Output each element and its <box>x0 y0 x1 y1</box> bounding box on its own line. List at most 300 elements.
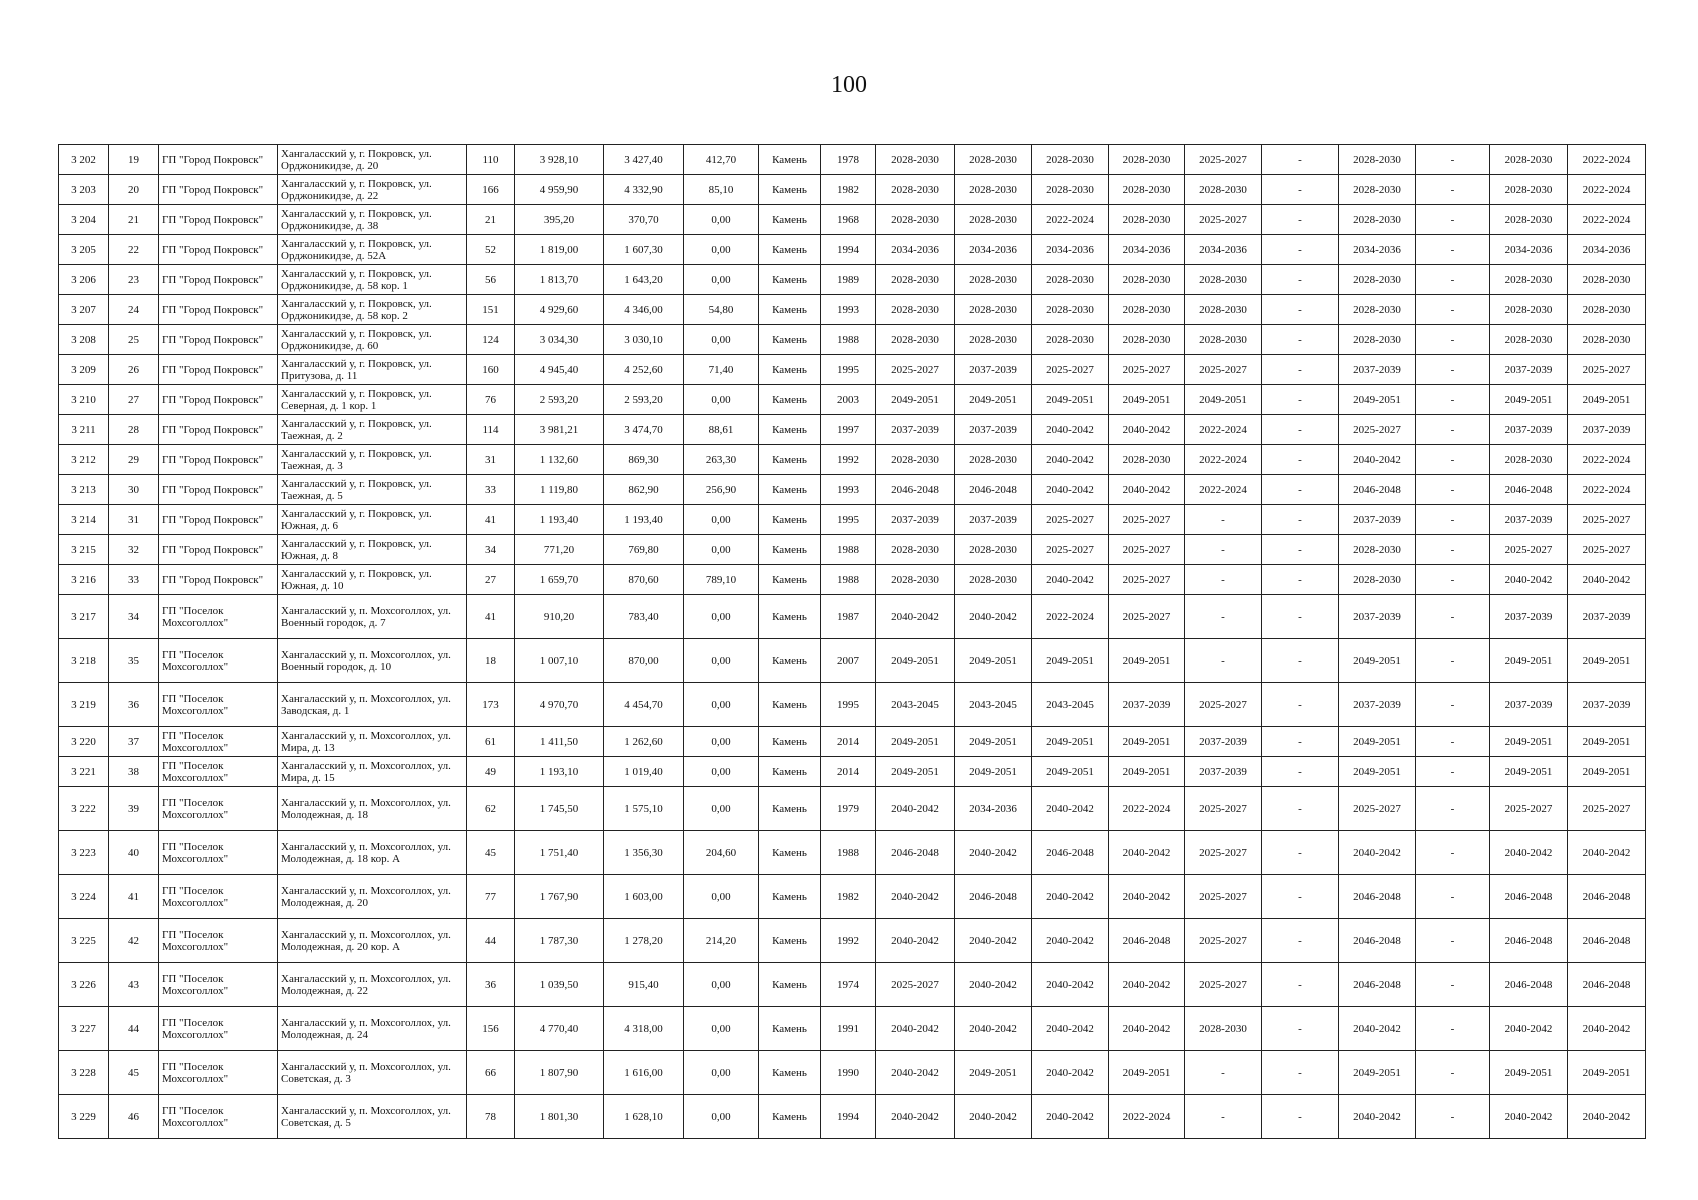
row-number-cell: 3 205 <box>59 235 109 265</box>
repair-period-cell-9: 2049-2051 <box>1490 1051 1568 1095</box>
repair-period-cell-10: 2037-2039 <box>1568 595 1646 639</box>
nonliving-area-cell: 0,00 <box>684 235 759 265</box>
nonliving-area-cell: 263,30 <box>684 445 759 475</box>
table-row <box>59 919 1646 963</box>
table-row <box>59 565 1646 595</box>
repair-period-cell-4: 2025-2027 <box>1109 535 1185 565</box>
repair-period-cell-3: 2040-2042 <box>1032 787 1109 831</box>
table-row <box>59 445 1646 475</box>
living-area-cell: 3 474,70 <box>604 415 684 445</box>
repair-period-cell-6: - <box>1262 683 1339 727</box>
repair-period-cell-2: 2037-2039 <box>955 355 1032 385</box>
table-row <box>59 145 1646 175</box>
living-area-cell: 3 427,40 <box>604 145 684 175</box>
living-area-cell: 2 593,20 <box>604 385 684 415</box>
row-number-cell: 3 212 <box>59 445 109 475</box>
repair-period-cell-8: - <box>1416 535 1490 565</box>
apartments-cell: 62 <box>467 787 515 831</box>
repair-period-cell-9: 2040-2042 <box>1490 565 1568 595</box>
repair-period-cell-9: 2040-2042 <box>1490 1007 1568 1051</box>
repair-period-cell-4: 2046-2048 <box>1109 919 1185 963</box>
house-index-cell: 32 <box>109 535 159 565</box>
living-area-cell: 4 346,00 <box>604 295 684 325</box>
house-index-cell: 26 <box>109 355 159 385</box>
repair-period-cell-10: 2028-2030 <box>1568 295 1646 325</box>
repair-period-cell-3: 2025-2027 <box>1032 355 1109 385</box>
house-index-cell: 21 <box>109 205 159 235</box>
repair-period-cell-5: 2025-2027 <box>1185 875 1262 919</box>
repair-period-cell-10: 2046-2048 <box>1568 963 1646 1007</box>
repair-period-cell-3: 2040-2042 <box>1032 1007 1109 1051</box>
wall-material-cell: Камень <box>759 639 821 683</box>
repair-period-cell-9: 2037-2039 <box>1490 355 1568 385</box>
year-built-cell: 2003 <box>821 385 876 415</box>
house-index-cell: 20 <box>109 175 159 205</box>
living-area-cell: 1 356,30 <box>604 831 684 875</box>
total-area-cell: 2 593,20 <box>515 385 604 415</box>
repair-period-cell-10: 2025-2027 <box>1568 505 1646 535</box>
row-number-cell: 3 208 <box>59 325 109 355</box>
repair-period-cell-5: 2028-2030 <box>1185 175 1262 205</box>
repair-period-cell-5: 2028-2030 <box>1185 295 1262 325</box>
repair-period-cell-1: 2040-2042 <box>876 1095 955 1139</box>
repair-period-cell-6: - <box>1262 445 1339 475</box>
living-area-cell: 1 607,30 <box>604 235 684 265</box>
repair-period-cell-3: 2049-2051 <box>1032 639 1109 683</box>
apartments-cell: 66 <box>467 1051 515 1095</box>
repair-period-cell-7: 2034-2036 <box>1339 235 1416 265</box>
nonliving-area-cell: 0,00 <box>684 963 759 1007</box>
house-index-cell: 43 <box>109 963 159 1007</box>
nonliving-area-cell: 204,60 <box>684 831 759 875</box>
repair-period-cell-9: 2028-2030 <box>1490 325 1568 355</box>
repair-period-cell-6: - <box>1262 535 1339 565</box>
nonliving-area-cell: 0,00 <box>684 639 759 683</box>
repair-period-cell-7: 2037-2039 <box>1339 595 1416 639</box>
year-built-cell: 1990 <box>821 1051 876 1095</box>
nonliving-area-cell: 0,00 <box>684 683 759 727</box>
repair-period-cell-6: - <box>1262 919 1339 963</box>
municipality-cell: ГП "Поселок Мохсоголлох" <box>159 1095 278 1139</box>
wall-material-cell: Камень <box>759 875 821 919</box>
repair-period-cell-4: 2040-2042 <box>1109 415 1185 445</box>
living-area-cell: 4 332,90 <box>604 175 684 205</box>
year-built-cell: 1982 <box>821 175 876 205</box>
repair-period-cell-9: 2046-2048 <box>1490 963 1568 1007</box>
living-area-cell: 4 454,70 <box>604 683 684 727</box>
year-built-cell: 1991 <box>821 1007 876 1051</box>
repair-period-cell-1: 2040-2042 <box>876 595 955 639</box>
wall-material-cell: Камень <box>759 235 821 265</box>
registry-table <box>58 144 1646 1139</box>
wall-material-cell: Камень <box>759 355 821 385</box>
address-cell: Хангаласский у, п. Мохсоголлох, ул. Молодежная, д. 24 <box>278 1007 467 1051</box>
municipality-cell: ГП "Город Покровск" <box>159 445 278 475</box>
year-built-cell: 2014 <box>821 757 876 787</box>
repair-period-cell-3: 2046-2048 <box>1032 831 1109 875</box>
repair-period-cell-4: 2049-2051 <box>1109 757 1185 787</box>
repair-period-cell-7: 2028-2030 <box>1339 325 1416 355</box>
house-index-cell: 31 <box>109 505 159 535</box>
wall-material-cell: Камень <box>759 445 821 475</box>
repair-period-cell-1: 2046-2048 <box>876 831 955 875</box>
repair-period-cell-9: 2025-2027 <box>1490 535 1568 565</box>
repair-period-cell-10: 2037-2039 <box>1568 415 1646 445</box>
wall-material-cell: Камень <box>759 595 821 639</box>
nonliving-area-cell: 0,00 <box>684 595 759 639</box>
living-area-cell: 869,30 <box>604 445 684 475</box>
municipality-cell: ГП "Город Покровск" <box>159 415 278 445</box>
total-area-cell: 1 787,30 <box>515 919 604 963</box>
repair-period-cell-8: - <box>1416 175 1490 205</box>
year-built-cell: 2014 <box>821 727 876 757</box>
repair-period-cell-7: 2037-2039 <box>1339 683 1416 727</box>
repair-period-cell-8: - <box>1416 1095 1490 1139</box>
repair-period-cell-9: 2028-2030 <box>1490 205 1568 235</box>
row-number-cell: 3 203 <box>59 175 109 205</box>
living-area-cell: 870,60 <box>604 565 684 595</box>
row-number-cell: 3 222 <box>59 787 109 831</box>
repair-period-cell-2: 2028-2030 <box>955 445 1032 475</box>
repair-period-cell-2: 2028-2030 <box>955 535 1032 565</box>
wall-material-cell: Камень <box>759 1007 821 1051</box>
repair-period-cell-5: 2025-2027 <box>1185 145 1262 175</box>
repair-period-cell-4: 2025-2027 <box>1109 355 1185 385</box>
repair-period-cell-1: 2040-2042 <box>876 787 955 831</box>
row-number-cell: 3 224 <box>59 875 109 919</box>
repair-period-cell-5: 2028-2030 <box>1185 265 1262 295</box>
repair-period-cell-6: - <box>1262 787 1339 831</box>
house-index-cell: 36 <box>109 683 159 727</box>
municipality-cell: ГП "Город Покровск" <box>159 355 278 385</box>
repair-period-cell-9: 2028-2030 <box>1490 295 1568 325</box>
repair-period-cell-9: 2028-2030 <box>1490 175 1568 205</box>
apartments-cell: 45 <box>467 831 515 875</box>
total-area-cell: 1 801,30 <box>515 1095 604 1139</box>
apartments-cell: 160 <box>467 355 515 385</box>
repair-period-cell-1: 2049-2051 <box>876 639 955 683</box>
repair-period-cell-1: 2028-2030 <box>876 265 955 295</box>
row-number-cell: 3 214 <box>59 505 109 535</box>
table-row <box>59 355 1646 385</box>
total-area-cell: 3 034,30 <box>515 325 604 355</box>
row-number-cell: 3 207 <box>59 295 109 325</box>
repair-period-cell-4: 2049-2051 <box>1109 1051 1185 1095</box>
total-area-cell: 4 770,40 <box>515 1007 604 1051</box>
repair-period-cell-1: 2028-2030 <box>876 145 955 175</box>
repair-period-cell-9: 2028-2030 <box>1490 265 1568 295</box>
repair-period-cell-4: 2028-2030 <box>1109 205 1185 235</box>
address-cell: Хангаласский у, г. Покровск, ул. Южная, д. 8 <box>278 535 467 565</box>
year-built-cell: 1988 <box>821 535 876 565</box>
year-built-cell: 1978 <box>821 145 876 175</box>
wall-material-cell: Камень <box>759 683 821 727</box>
total-area-cell: 1 193,40 <box>515 505 604 535</box>
nonliving-area-cell: 0,00 <box>684 325 759 355</box>
table-row <box>59 963 1646 1007</box>
repair-period-cell-6: - <box>1262 595 1339 639</box>
repair-period-cell-10: 2040-2042 <box>1568 831 1646 875</box>
repair-period-cell-1: 2049-2051 <box>876 757 955 787</box>
repair-period-cell-7: 2040-2042 <box>1339 831 1416 875</box>
house-index-cell: 38 <box>109 757 159 787</box>
repair-period-cell-2: 2028-2030 <box>955 175 1032 205</box>
apartments-cell: 34 <box>467 535 515 565</box>
repair-period-cell-2: 2040-2042 <box>955 919 1032 963</box>
repair-period-cell-5: 2034-2036 <box>1185 235 1262 265</box>
house-index-cell: 39 <box>109 787 159 831</box>
address-cell: Хангаласский у, г. Покровск, ул. Орджоникидзе, д. 58 кор. 2 <box>278 295 467 325</box>
repair-period-cell-1: 2040-2042 <box>876 875 955 919</box>
repair-period-cell-4: 2034-2036 <box>1109 235 1185 265</box>
total-area-cell: 395,20 <box>515 205 604 235</box>
repair-period-cell-10: 2040-2042 <box>1568 1007 1646 1051</box>
repair-period-cell-2: 2028-2030 <box>955 145 1032 175</box>
repair-period-cell-5: 2025-2027 <box>1185 963 1262 1007</box>
living-area-cell: 1 628,10 <box>604 1095 684 1139</box>
year-built-cell: 1995 <box>821 505 876 535</box>
wall-material-cell: Камень <box>759 385 821 415</box>
repair-period-cell-9: 2034-2036 <box>1490 235 1568 265</box>
repair-period-cell-5: 2025-2027 <box>1185 205 1262 235</box>
repair-period-cell-3: 2040-2042 <box>1032 919 1109 963</box>
repair-period-cell-2: 2049-2051 <box>955 385 1032 415</box>
apartments-cell: 21 <box>467 205 515 235</box>
apartments-cell: 124 <box>467 325 515 355</box>
repair-period-cell-7: 2028-2030 <box>1339 175 1416 205</box>
repair-period-cell-5: - <box>1185 595 1262 639</box>
house-index-cell: 44 <box>109 1007 159 1051</box>
repair-period-cell-7: 2025-2027 <box>1339 787 1416 831</box>
repair-period-cell-10: 2028-2030 <box>1568 265 1646 295</box>
repair-period-cell-5: 2037-2039 <box>1185 727 1262 757</box>
municipality-cell: ГП "Город Покровск" <box>159 475 278 505</box>
total-area-cell: 4 945,40 <box>515 355 604 385</box>
total-area-cell: 1 193,10 <box>515 757 604 787</box>
address-cell: Хангаласский у, п. Мохсоголлох, ул. Советская, д. 5 <box>278 1095 467 1139</box>
nonliving-area-cell: 0,00 <box>684 787 759 831</box>
year-built-cell: 1992 <box>821 919 876 963</box>
repair-period-cell-3: 2049-2051 <box>1032 727 1109 757</box>
repair-period-cell-10: 2022-2024 <box>1568 205 1646 235</box>
repair-period-cell-6: - <box>1262 385 1339 415</box>
repair-period-cell-1: 2028-2030 <box>876 175 955 205</box>
repair-period-cell-4: 2022-2024 <box>1109 1095 1185 1139</box>
repair-period-cell-6: - <box>1262 205 1339 235</box>
repair-period-cell-10: 2022-2024 <box>1568 175 1646 205</box>
repair-period-cell-10: 2040-2042 <box>1568 565 1646 595</box>
repair-period-cell-1: 2040-2042 <box>876 1007 955 1051</box>
house-index-cell: 27 <box>109 385 159 415</box>
apartments-cell: 151 <box>467 295 515 325</box>
total-area-cell: 1 745,50 <box>515 787 604 831</box>
repair-period-cell-9: 2046-2048 <box>1490 919 1568 963</box>
municipality-cell: ГП "Поселок Мохсоголлох" <box>159 919 278 963</box>
wall-material-cell: Камень <box>759 535 821 565</box>
repair-period-cell-1: 2028-2030 <box>876 535 955 565</box>
repair-period-cell-8: - <box>1416 145 1490 175</box>
repair-period-cell-1: 2037-2039 <box>876 415 955 445</box>
repair-period-cell-8: - <box>1416 963 1490 1007</box>
year-built-cell: 1993 <box>821 475 876 505</box>
repair-period-cell-6: - <box>1262 175 1339 205</box>
repair-period-cell-1: 2028-2030 <box>876 295 955 325</box>
repair-period-cell-9: 2028-2030 <box>1490 445 1568 475</box>
repair-period-cell-2: 2043-2045 <box>955 683 1032 727</box>
repair-period-cell-7: 2049-2051 <box>1339 757 1416 787</box>
wall-material-cell: Камень <box>759 475 821 505</box>
living-area-cell: 1 193,40 <box>604 505 684 535</box>
address-cell: Хангаласский у, п. Мохсоголлох, ул. Военный городок, д. 10 <box>278 639 467 683</box>
municipality-cell: ГП "Город Покровск" <box>159 295 278 325</box>
row-number-cell: 3 204 <box>59 205 109 235</box>
repair-period-cell-3: 2022-2024 <box>1032 205 1109 235</box>
address-cell: Хангаласский у, г. Покровск, ул. Таежная, д. 3 <box>278 445 467 475</box>
repair-period-cell-1: 2037-2039 <box>876 505 955 535</box>
table-row <box>59 1007 1646 1051</box>
living-area-cell: 4 252,60 <box>604 355 684 385</box>
repair-period-cell-10: 2049-2051 <box>1568 757 1646 787</box>
repair-period-cell-4: 2028-2030 <box>1109 445 1185 475</box>
repair-period-cell-10: 2022-2024 <box>1568 475 1646 505</box>
nonliving-area-cell: 412,70 <box>684 145 759 175</box>
municipality-cell: ГП "Поселок Мохсоголлох" <box>159 1051 278 1095</box>
row-number-cell: 3 210 <box>59 385 109 415</box>
apartments-cell: 41 <box>467 505 515 535</box>
repair-period-cell-3: 2049-2051 <box>1032 757 1109 787</box>
repair-period-cell-10: 2049-2051 <box>1568 385 1646 415</box>
repair-period-cell-5: 2022-2024 <box>1185 475 1262 505</box>
repair-period-cell-7: 2046-2048 <box>1339 919 1416 963</box>
apartments-cell: 61 <box>467 727 515 757</box>
apartments-cell: 27 <box>467 565 515 595</box>
table-row <box>59 683 1646 727</box>
apartments-cell: 114 <box>467 415 515 445</box>
repair-period-cell-8: - <box>1416 875 1490 919</box>
wall-material-cell: Камень <box>759 919 821 963</box>
repair-period-cell-6: - <box>1262 1095 1339 1139</box>
repair-period-cell-4: 2049-2051 <box>1109 639 1185 683</box>
house-index-cell: 42 <box>109 919 159 963</box>
repair-period-cell-7: 2049-2051 <box>1339 639 1416 683</box>
address-cell: Хангаласский у, г. Покровск, ул. Таежная, д. 5 <box>278 475 467 505</box>
row-number-cell: 3 227 <box>59 1007 109 1051</box>
table-row <box>59 757 1646 787</box>
repair-period-cell-4: 2040-2042 <box>1109 875 1185 919</box>
repair-period-cell-9: 2040-2042 <box>1490 1095 1568 1139</box>
repair-period-cell-2: 2040-2042 <box>955 963 1032 1007</box>
year-built-cell: 1995 <box>821 355 876 385</box>
repair-period-cell-1: 2049-2051 <box>876 385 955 415</box>
repair-period-cell-4: 2028-2030 <box>1109 145 1185 175</box>
total-area-cell: 1 007,10 <box>515 639 604 683</box>
nonliving-area-cell: 0,00 <box>684 727 759 757</box>
repair-period-cell-7: 2028-2030 <box>1339 265 1416 295</box>
repair-period-cell-3: 2049-2051 <box>1032 385 1109 415</box>
repair-period-cell-2: 2028-2030 <box>955 325 1032 355</box>
repair-period-cell-1: 2046-2048 <box>876 475 955 505</box>
repair-period-cell-1: 2025-2027 <box>876 355 955 385</box>
address-cell: Хангаласский у, г. Покровск, ул. Орджоникидзе, д. 20 <box>278 145 467 175</box>
repair-period-cell-5: - <box>1185 505 1262 535</box>
year-built-cell: 1982 <box>821 875 876 919</box>
repair-period-cell-10: 2046-2048 <box>1568 919 1646 963</box>
repair-period-cell-8: - <box>1416 565 1490 595</box>
repair-period-cell-4: 2028-2030 <box>1109 265 1185 295</box>
repair-period-cell-9: 2037-2039 <box>1490 683 1568 727</box>
repair-period-cell-3: 2028-2030 <box>1032 175 1109 205</box>
total-area-cell: 3 981,21 <box>515 415 604 445</box>
repair-period-cell-5: - <box>1185 1095 1262 1139</box>
house-index-cell: 35 <box>109 639 159 683</box>
address-cell: Хангаласский у, п. Мохсоголлох, ул. Мира, д. 15 <box>278 757 467 787</box>
repair-period-cell-1: 2040-2042 <box>876 919 955 963</box>
total-area-cell: 1 767,90 <box>515 875 604 919</box>
repair-period-cell-10: 2028-2030 <box>1568 325 1646 355</box>
living-area-cell: 1 019,40 <box>604 757 684 787</box>
house-index-cell: 34 <box>109 595 159 639</box>
municipality-cell: ГП "Город Покровск" <box>159 535 278 565</box>
repair-period-cell-6: - <box>1262 475 1339 505</box>
municipality-cell: ГП "Поселок Мохсоголлох" <box>159 683 278 727</box>
nonliving-area-cell: 71,40 <box>684 355 759 385</box>
wall-material-cell: Камень <box>759 1095 821 1139</box>
repair-period-cell-2: 2040-2042 <box>955 1007 1032 1051</box>
repair-period-cell-6: - <box>1262 235 1339 265</box>
repair-period-cell-8: - <box>1416 595 1490 639</box>
municipality-cell: ГП "Город Покровск" <box>159 265 278 295</box>
wall-material-cell: Камень <box>759 325 821 355</box>
repair-period-cell-8: - <box>1416 385 1490 415</box>
repair-period-cell-7: 2037-2039 <box>1339 355 1416 385</box>
repair-period-cell-10: 2040-2042 <box>1568 1095 1646 1139</box>
table-row <box>59 415 1646 445</box>
address-cell: Хангаласский у, г. Покровск, ул. Северная, д. 1 кор. 1 <box>278 385 467 415</box>
repair-period-cell-4: 2028-2030 <box>1109 175 1185 205</box>
nonliving-area-cell: 0,00 <box>684 535 759 565</box>
nonliving-area-cell: 88,61 <box>684 415 759 445</box>
table-row <box>59 875 1646 919</box>
nonliving-area-cell: 0,00 <box>684 757 759 787</box>
total-area-cell: 1 751,40 <box>515 831 604 875</box>
municipality-cell: ГП "Город Покровск" <box>159 205 278 235</box>
repair-period-cell-3: 2022-2024 <box>1032 595 1109 639</box>
municipality-cell: ГП "Город Покровск" <box>159 565 278 595</box>
municipality-cell: ГП "Город Покровск" <box>159 235 278 265</box>
municipality-cell: ГП "Поселок Мохсоголлох" <box>159 757 278 787</box>
apartments-cell: 76 <box>467 385 515 415</box>
address-cell: Хангаласский у, п. Мохсоголлох, ул. Мира, д. 13 <box>278 727 467 757</box>
repair-period-cell-3: 2028-2030 <box>1032 145 1109 175</box>
repair-period-cell-2: 2040-2042 <box>955 831 1032 875</box>
repair-period-cell-2: 2049-2051 <box>955 757 1032 787</box>
repair-period-cell-5: - <box>1185 535 1262 565</box>
nonliving-area-cell: 256,90 <box>684 475 759 505</box>
house-index-cell: 25 <box>109 325 159 355</box>
repair-period-cell-3: 2028-2030 <box>1032 325 1109 355</box>
repair-period-cell-4: 2025-2027 <box>1109 505 1185 535</box>
apartments-cell: 36 <box>467 963 515 1007</box>
repair-period-cell-3: 2043-2045 <box>1032 683 1109 727</box>
repair-period-cell-6: - <box>1262 1007 1339 1051</box>
living-area-cell: 1 262,60 <box>604 727 684 757</box>
repair-period-cell-7: 2040-2042 <box>1339 1007 1416 1051</box>
address-cell: Хангаласский у, п. Мохсоголлох, ул. Молодежная, д. 22 <box>278 963 467 1007</box>
total-area-cell: 4 959,90 <box>515 175 604 205</box>
house-index-cell: 29 <box>109 445 159 475</box>
repair-period-cell-6: - <box>1262 875 1339 919</box>
wall-material-cell: Камень <box>759 265 821 295</box>
